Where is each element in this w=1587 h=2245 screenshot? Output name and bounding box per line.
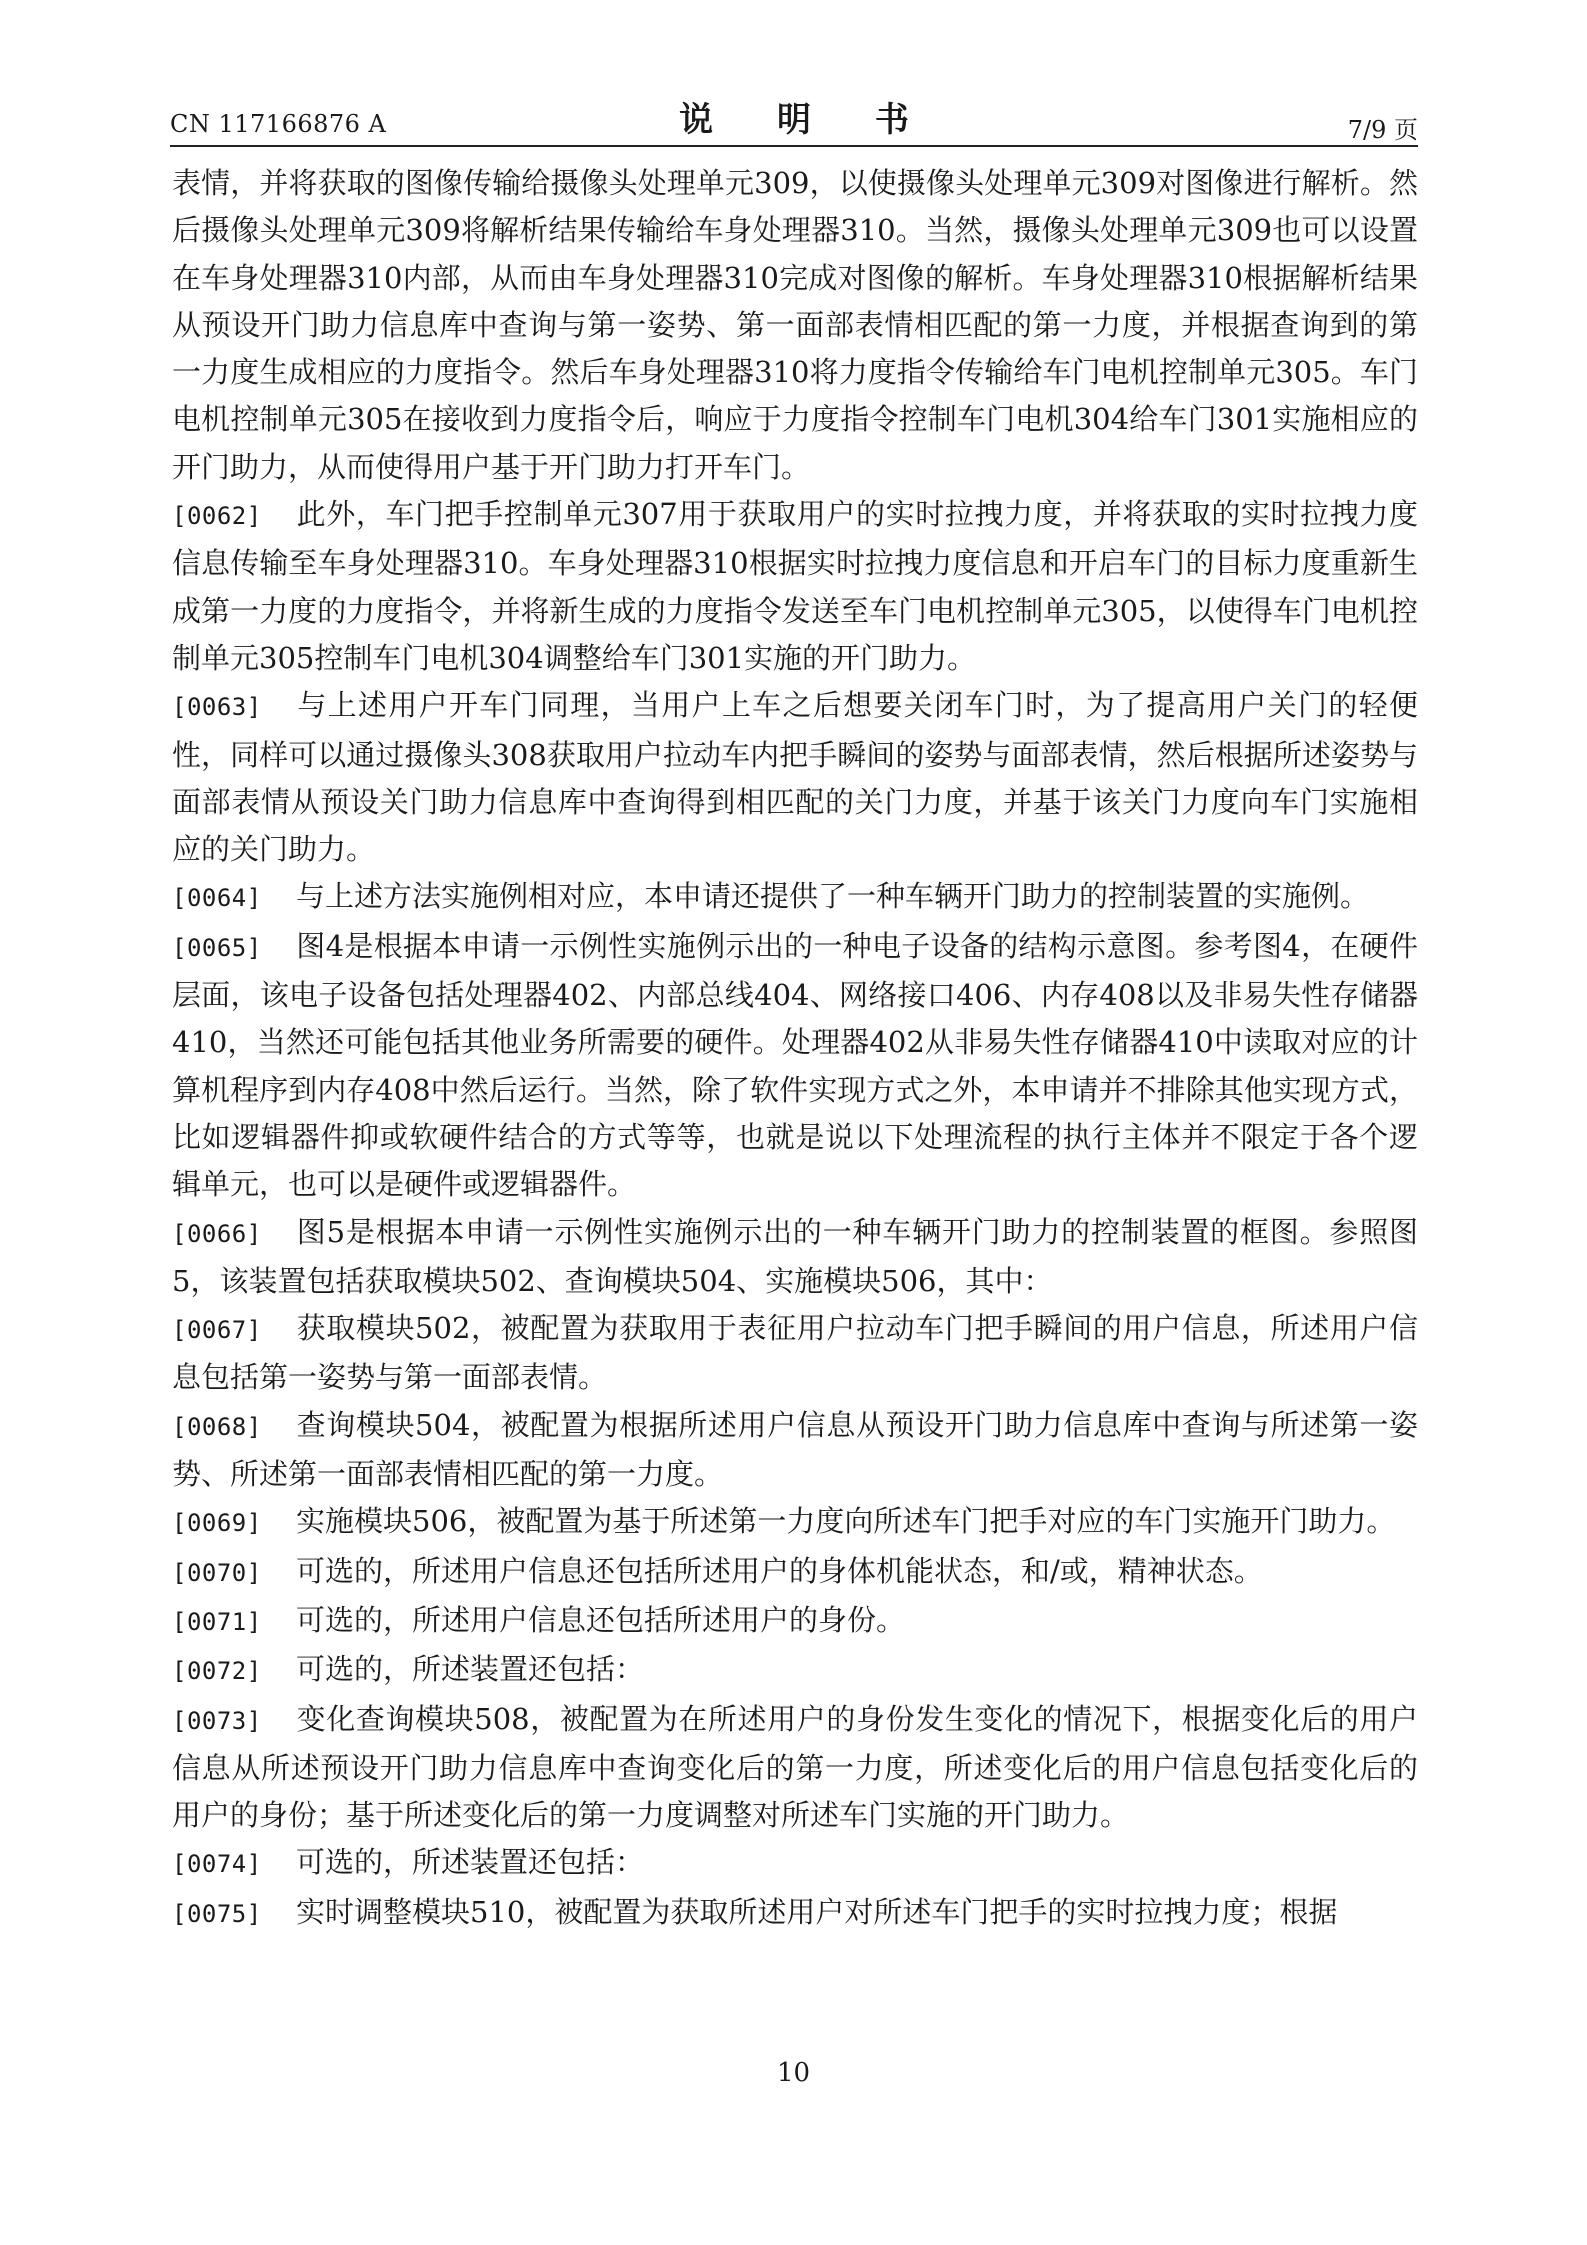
paragraph-0064 xyxy=(172,873,1418,922)
paragraph-text: 图4是根据本申请一示例性实施例示出的一种电子设备的结构示意图。参考图4，在硬件层面，该电子设备包括处理器402、内部总线404、网络接口406、内存408以及非易失性存储器410，当然还可能包括其他业务所需要的硬件。处理器402从非易失性存储器410中读取对应的计算机程序到内存408中然后运行。当然，除了软件实现方式之外，本申请并不排除其他实现方式，比如逻辑器件抑或软硬件结合的方式等等，也就是说以下处理流程的执行主体并不限定于各个逻辑单元，也可以是硬件或逻辑器件。 xyxy=(172,928,1418,1202)
page-number: 10 xyxy=(776,2058,811,2088)
paragraph-number: [0070] xyxy=(172,1558,262,1587)
page-header xyxy=(170,92,1418,148)
header-rule xyxy=(170,145,1418,147)
paragraph-0065 xyxy=(172,923,1418,1209)
paragraph-number: [0069] xyxy=(172,1509,262,1538)
paragraph-text: 可选的，所述装置还包括： xyxy=(296,1845,645,1880)
paragraph-text: 实施模块506，被配置为基于所述第一力度向所述车门把手对应的车门实施开门助力。 xyxy=(296,1504,1396,1539)
paragraph-0072 xyxy=(172,1646,1418,1695)
paragraph-text: 此外，车门把手控制单元307用于获取用户的实时拉拽力度，并将获取的实时拉拽力度信息传输至车身处理器310。车身处理器310根据实时拉拽力度信息和开启车门的目标力度重新生成第一力度的力度指令，并将新生成的力度指令发送至车门电机控制单元305，以使得车门电机控制单元305控制车门电机304调整给车门301实施的开门助力。 xyxy=(172,497,1418,675)
paragraph-text: 实时调整模块510，被配置为获取所述用户对所述车门把手的实时拉拽力度；根据 xyxy=(296,1894,1338,1929)
paragraph-0073 xyxy=(172,1696,1418,1840)
document-title: 说 明 书 xyxy=(679,100,935,140)
paragraph-0075 xyxy=(172,1889,1418,1938)
paragraph-number: [0074] xyxy=(172,1850,262,1879)
paragraph-number: [0073] xyxy=(172,1706,262,1735)
paragraph-number: [0072] xyxy=(172,1657,262,1686)
paragraph-0067 xyxy=(172,1305,1418,1402)
paragraph-number: [0068] xyxy=(172,1412,262,1441)
paragraph-0066 xyxy=(172,1209,1418,1306)
paragraph-0062 xyxy=(172,491,1418,682)
paragraph-number: [0065] xyxy=(172,933,262,962)
paragraph-text: 获取模块502，被配置为获取用于表征用户拉动车门把手瞬间的用户信息，所述用户信息包括第一姿势与第一面部表情。 xyxy=(172,1311,1418,1395)
paragraph-number: [0066] xyxy=(172,1219,262,1248)
paragraph-number: [0071] xyxy=(172,1607,262,1636)
paragraph-text: 与上述用户开车门同理，当用户上车之后想要关闭车门时，为了提高用户关门的轻便性，同样可以通过摄像头308获取用户拉动车内把手瞬间的姿势与面部表情，然后根据所述姿势与面部表情从预设关门助力信息库中查询得到相匹配的关门力度，并基于该关门力度向车门实施相应的关门助力。 xyxy=(172,688,1418,867)
continuation-paragraph: 表情，并将获取的图像传输给摄像头处理单元309，以使摄像头处理单元309对图像进行解析。然后摄像头处理单元309将解析结果传输给车身处理器310。当然，摄像头处理单元309也可以设置在车身处理器310内部，从而由车身处理器310完成对图像的解析。车身处理器310根据解析结果从预设开门助力信息库中查询与第一姿势、第一面部表情相匹配的第一力度，并根据查询到的第一力度生成相应的力度指令。然后车身处理器310将力度指令传输给车门电机控制单元305。车门电机控制单元305在接收到力度指令后，响应于力度指令控制车门电机304给车门301实施相应的开门助力，从而使得用户基于开门助力打开车门。 xyxy=(172,166,1418,484)
paragraph-text: 可选的，所述用户信息还包括所述用户的身体机能状态，和/或，精神状态。 xyxy=(296,1553,1263,1588)
paragraph-0069 xyxy=(172,1498,1418,1547)
paragraph-text: 变化查询模块508，被配置为在所述用户的身份发生变化的情况下，根据变化后的用户信息从所述预设开门助力信息库中查询变化后的第一力度，所述变化后的用户信息包括变化后的用户的身份；基于所述变化后的第一力度调整对所述车门实施的开门助力。 xyxy=(172,1701,1418,1833)
paragraph-number: [0064] xyxy=(172,884,262,913)
paragraph-0070 xyxy=(172,1548,1418,1597)
paragraph-0074 xyxy=(172,1839,1418,1888)
document-body xyxy=(172,160,1418,1938)
paragraph-text: 可选的，所述用户信息还包括所述用户的身份。 xyxy=(296,1602,906,1637)
paragraph-number: [0063] xyxy=(172,693,262,722)
paragraph-0063 xyxy=(172,682,1418,873)
paragraph-0068 xyxy=(172,1402,1418,1499)
paragraph-0071 xyxy=(172,1597,1418,1646)
paragraph-text: 与上述方法实施例相对应，本申请还提供了一种车辆开门助力的控制装置的实施例。 xyxy=(296,879,1370,914)
paragraph-number: [0067] xyxy=(172,1316,262,1345)
publication-number: CN 117166876 A xyxy=(170,110,387,138)
paragraph-number: [0062] xyxy=(172,502,262,531)
paragraph-text: 查询模块504，被配置为根据所述用户信息从预设开门助力信息库中查询与所述第一姿势、所述第一面部表情相匹配的第一力度。 xyxy=(172,1407,1418,1492)
paragraph-text: 可选的，所述装置还包括： xyxy=(296,1652,645,1687)
page-count: 7/9 页 xyxy=(1347,116,1418,144)
paragraph-text: 图5是根据本申请一示例性实施例示出的一种车辆开门助力的控制装置的框图。参照图5，该装置包括获取模块502、查询模块504、实施模块506，其中： xyxy=(172,1214,1418,1298)
paragraph-number: [0075] xyxy=(172,1899,262,1928)
